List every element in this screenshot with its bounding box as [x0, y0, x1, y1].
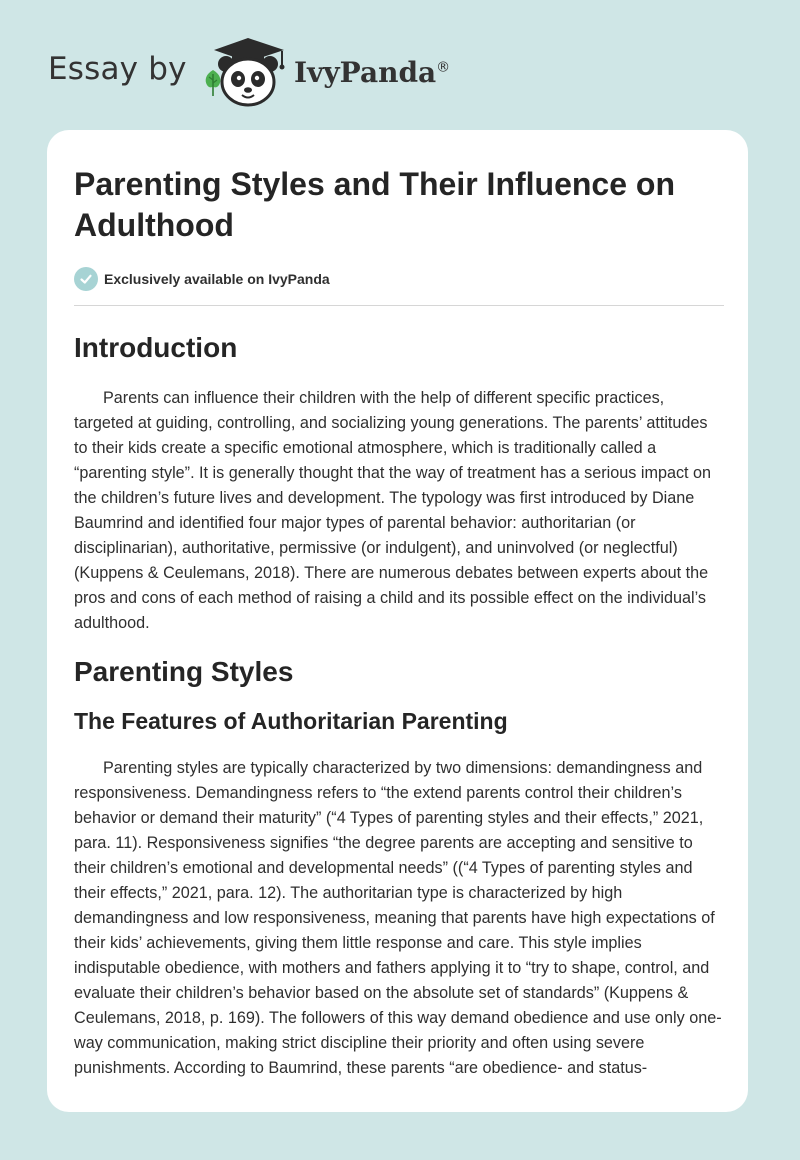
essay-by-label: Essay by	[48, 51, 187, 87]
parenting-styles-heading: Parenting Styles	[74, 656, 294, 687]
authoritarian-heading: The Features of Authoritarian Parenting	[74, 708, 508, 734]
check-icon	[74, 267, 98, 291]
divider	[74, 305, 724, 306]
brand-name[interactable]: IvyPanda®	[294, 56, 451, 89]
essay-card	[47, 130, 748, 1112]
site-header	[48, 36, 548, 116]
authoritarian-paragraph: Parenting styles are typically characterized by two dimensions: demandingness and responsiveness. Demandingness refers to “the extend parents control their children’s behavior or demand their maturity” (“4 Types of parenting styles and their effects,” 2021, para. 11). Responsiveness signifies “the degree parents are accepting and sensitive to their children’s emotional and developmental needs” ((“4 Types of parenting styles and their effects,” 2021, para. 12). The authoritarian type is characterized by high demandingness and low responsiveness, meaning that parents have high expectations of their kids’ achievements, giving them little response and care. This style implies indisputable obedience, with mothers and fathers applying it to “try to shape, control, and evaluate their children’s behavior based on the absolute set of standards” (Kuppens & Ceulemans, 2018, p. 169). The followers of this way demand obedience and use only one-way communication, making strict discipline their priority and often using severe punishments. According to Baumrind, these parents “are obedience- and status-	[74, 759, 722, 1077]
page-title: Parenting Styles and Their Influence on Adulthood	[74, 166, 675, 243]
exclusive-label: Exclusively available on IvyPanda	[104, 271, 330, 287]
introduction-paragraph: Parents can influence their children with the help of different specific practices, targeted at guiding, controlling, and socializing young generations. The parents’ attitudes to their kids create a specific emotional atmosphere, which is traditionally called a “parenting style”. It is generally thought that the way of treatment has a serious impact on the children’s future lives and development. The typology was first introduced by Diane Baumrind and identified four major types of parental behavior: authoritarian (or disciplinarian), authoritative, permissive (or indulgent), and uninvolved (or neglectful) (Kuppens & Ceulemans, 2018). There are numerous debates between experts about the pros and cons of each method of raising a child and its possible effect on the individual’s adulthood.	[74, 389, 712, 632]
panda-logo-icon	[204, 36, 292, 110]
exclusive-badge	[74, 267, 724, 291]
introduction-heading: Introduction	[74, 332, 238, 363]
essay-content	[74, 164, 724, 1081]
